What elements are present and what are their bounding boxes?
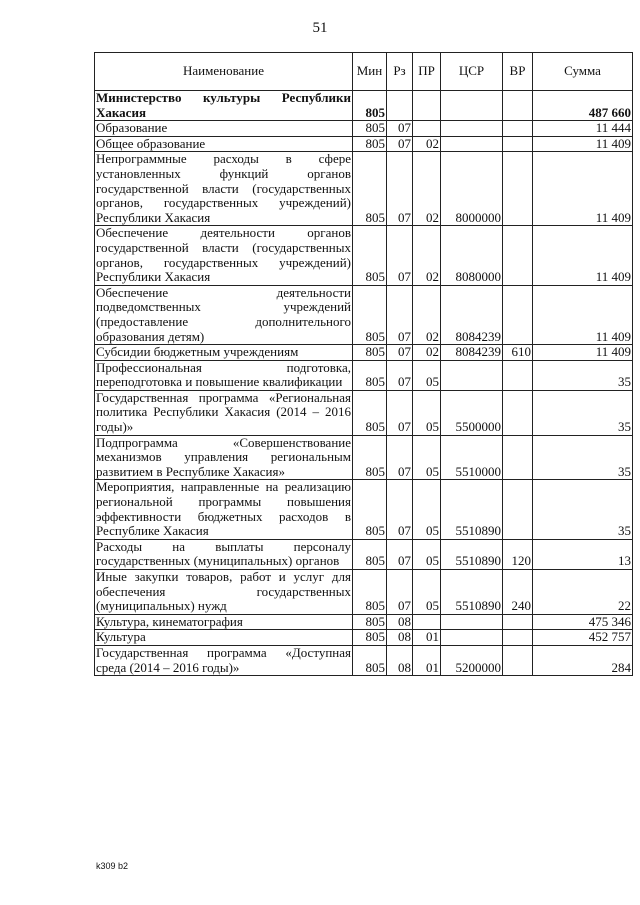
cell-name: Обеспечение деятельности подведомственных учреждений (предоставление дополнительного образования детям) [96, 285, 351, 344]
header-csr: ЦСР [441, 53, 503, 91]
cell-sum: 487 660 [533, 91, 633, 121]
cell-rz: 07 [387, 480, 413, 539]
cell-vr: 120 [503, 539, 533, 569]
cell-csr [441, 360, 503, 390]
cell-pr: 01 [413, 630, 441, 646]
cell-rz: 07 [387, 345, 413, 361]
cell-pr: 05 [413, 390, 441, 435]
cell-csr [441, 614, 503, 630]
header-name: Наименование [95, 53, 353, 91]
cell-sum: 475 346 [533, 614, 633, 630]
cell-min: 805 [353, 480, 387, 539]
cell-rz: 07 [387, 152, 413, 226]
header-vr: ВР [503, 53, 533, 91]
cell-csr: 5500000 [441, 390, 503, 435]
header-sum: Сумма [533, 53, 633, 91]
table-row [95, 345, 633, 361]
cell-rz [387, 91, 413, 121]
cell-pr: 02 [413, 226, 441, 285]
header-pr: ПР [413, 53, 441, 91]
cell-vr [503, 390, 533, 435]
cell-min: 805 [353, 570, 387, 615]
cell-vr [503, 121, 533, 137]
table-row [95, 121, 633, 137]
cell-rz: 07 [387, 360, 413, 390]
cell-vr [503, 614, 533, 630]
table-row [95, 630, 633, 646]
cell-sum: 13 [533, 539, 633, 569]
cell-min: 805 [353, 152, 387, 226]
cell-name: Общее образование [95, 136, 353, 152]
cell-rz: 08 [387, 614, 413, 630]
cell-rz: 07 [387, 136, 413, 152]
cell-vr: 610 [503, 345, 533, 361]
cell-min: 805 [353, 91, 387, 121]
cell-sum: 11 409 [533, 152, 633, 226]
cell-csr: 8080000 [441, 226, 503, 285]
cell-pr: 05 [413, 539, 441, 569]
cell-csr [441, 136, 503, 152]
cell-vr [503, 152, 533, 226]
table-row [95, 285, 633, 344]
cell-min: 805 [353, 390, 387, 435]
cell-vr [503, 630, 533, 646]
cell-csr: 5200000 [441, 645, 503, 675]
cell-csr: 8084239 [441, 285, 503, 344]
cell-name: Культура [95, 630, 353, 646]
cell-vr [503, 136, 533, 152]
table-row [95, 390, 633, 435]
cell-min: 805 [353, 645, 387, 675]
cell-rz: 07 [387, 539, 413, 569]
cell-vr [503, 435, 533, 480]
cell-csr [441, 121, 503, 137]
cell-sum: 35 [533, 435, 633, 480]
cell-min: 805 [353, 226, 387, 285]
table-row [95, 539, 633, 569]
cell-pr: 02 [413, 136, 441, 152]
cell-pr: 05 [413, 480, 441, 539]
cell-sum: 284 [533, 645, 633, 675]
cell-name: Государственная программа «Доступная среда (2014 – 2016 годы)» [96, 645, 351, 675]
cell-name: Непрограммные расходы в сфере установленных функций органов государственной власти (государственных органов, государственных учреждений) Республики Хакасия [96, 151, 351, 225]
cell-sum: 11 409 [533, 226, 633, 285]
cell-csr: 5510890 [441, 480, 503, 539]
cell-vr [503, 285, 533, 344]
cell-csr: 8000000 [441, 152, 503, 226]
cell-min: 805 [353, 630, 387, 646]
page-number: 51 [312, 20, 328, 36]
cell-rz: 08 [387, 630, 413, 646]
cell-rz: 07 [387, 285, 413, 344]
cell-pr [413, 91, 441, 121]
cell-min: 805 [353, 360, 387, 390]
cell-sum: 11 409 [533, 136, 633, 152]
table-row [95, 91, 633, 121]
table-row [95, 645, 633, 675]
cell-vr [503, 645, 533, 675]
budget-table [94, 52, 633, 676]
cell-sum: 35 [533, 360, 633, 390]
cell-rz: 07 [387, 435, 413, 480]
cell-min: 805 [353, 345, 387, 361]
cell-rz: 08 [387, 645, 413, 675]
cell-csr: 5510890 [441, 570, 503, 615]
cell-csr: 5510890 [441, 539, 503, 569]
cell-csr [441, 630, 503, 646]
table-row [95, 152, 633, 226]
cell-vr: 240 [503, 570, 533, 615]
table-row [95, 435, 633, 480]
header-rz: Рз [387, 53, 413, 91]
table-row [95, 136, 633, 152]
cell-rz: 07 [387, 570, 413, 615]
cell-pr: 01 [413, 645, 441, 675]
table-row [95, 480, 633, 539]
cell-min: 805 [353, 539, 387, 569]
cell-sum: 35 [533, 390, 633, 435]
cell-name: Государственная программа «Региональная политика Республики Хакасия (2014 – 2016 годы)» [96, 390, 351, 435]
cell-vr [503, 226, 533, 285]
cell-rz: 07 [387, 390, 413, 435]
cell-name: Иные закупки товаров, работ и услуг для обеспечения государственных (муниципальных) нужд [96, 569, 351, 614]
cell-min: 805 [353, 136, 387, 152]
cell-rz: 07 [387, 121, 413, 137]
cell-rz: 07 [387, 226, 413, 285]
cell-sum: 35 [533, 480, 633, 539]
cell-csr: 5510000 [441, 435, 503, 480]
cell-pr: 02 [413, 152, 441, 226]
cell-name: Мероприятия, направленные на реализацию региональной программы повышения эффективности бюджетных расходов в Республике Хакасия [96, 479, 351, 539]
cell-sum: 452 757 [533, 630, 633, 646]
footer-code: k309 b2 [96, 861, 129, 871]
cell-pr: 02 [413, 285, 441, 344]
table-row [95, 360, 633, 390]
cell-name: Министерство культуры Республики Хакасия [96, 90, 351, 120]
cell-csr: 8084239 [441, 345, 503, 361]
cell-min: 805 [353, 121, 387, 137]
cell-csr [441, 91, 503, 121]
cell-vr [503, 91, 533, 121]
cell-name: Расходы на выплаты персоналу государственных (муниципальных) органов [96, 539, 351, 569]
table-row [95, 226, 633, 285]
cell-min: 805 [353, 614, 387, 630]
cell-min: 805 [353, 285, 387, 344]
table-body [95, 91, 633, 676]
cell-sum: 11 444 [533, 121, 633, 137]
cell-pr: 05 [413, 570, 441, 615]
cell-min: 805 [353, 435, 387, 480]
table-row [95, 570, 633, 615]
cell-vr [503, 480, 533, 539]
cell-name: Образование [95, 121, 353, 137]
cell-vr [503, 360, 533, 390]
table-row [95, 614, 633, 630]
cell-sum: 11 409 [533, 345, 633, 361]
cell-name: Культура, кинематография [95, 614, 353, 630]
cell-pr: 05 [413, 360, 441, 390]
cell-name: Обеспечение деятельности органов государственной власти (государственных органов, государственных учреждений) Республики Хакасия [96, 225, 351, 285]
cell-name: Профессиональная подготовка, переподготовка и повышение квалификации [96, 360, 351, 390]
table-header-row [95, 53, 633, 91]
cell-pr: 05 [413, 435, 441, 480]
cell-name: Подпрограмма «Совершенствование механизмов управления региональным развитием в Республике Хакасия» [96, 435, 351, 479]
cell-sum: 22 [533, 570, 633, 615]
cell-pr: 02 [413, 345, 441, 361]
cell-pr [413, 121, 441, 137]
cell-pr [413, 614, 441, 630]
cell-sum: 11 409 [533, 285, 633, 344]
header-min: Мин [353, 53, 387, 91]
cell-name: Субсидии бюджетным учреждениям [95, 345, 353, 361]
